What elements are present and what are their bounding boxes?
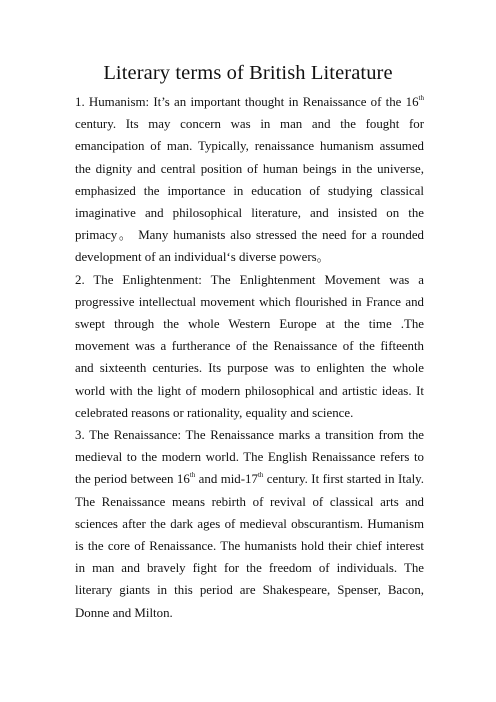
paragraph-text: century. It first started in Italy. The Renaissance means rebirth of revival of classical arts and sciences after the dark ages of medieval obscurantism. Humanism is the core of Renaissance. The humanists hold their chief interest in man and bravely fight for the freedom of individuals. The literary giants in this period are Shakespeare, Spenser, Bacon, Donne and Milton. — [75, 472, 424, 620]
paragraph-text: The Enlightenment Movement was a progressive intellectual movement which flourished in France and swept through the whole Western Europe at the time .The movement was a furtherance of the Renaissance of the fifteenth and sixteenth centuries. Its purpose was to enlighten the whole world with the light of modern philosophical and artistic ideas. It celebrated reasons or rationality, equality and science. — [75, 272, 424, 420]
paragraph-text: It’s an important thought in Renaissance of the 16 — [149, 95, 419, 109]
paragraph-humanism — [75, 91, 424, 269]
paragraph-text: and mid-17 — [195, 472, 258, 487]
paragraph-text: The Renaissance marks a transition from the medieval to the modern world. The English Renaissance refers to the period between 16 — [75, 428, 424, 487]
superscript: th — [418, 93, 424, 102]
document-body — [75, 91, 424, 624]
superscript: th — [257, 471, 264, 480]
paragraph-text: century. Its may concern was in man and the fought for emancipation of man. Typically, renaissance humanism assumed the dignity and central position of human beings in the universe, emphasized the importance in education of studying classical imaginative and philosophical literature, and insisted on the primacy。 Many humanists also stressed the need for a rounded development of an individual‘s diverse powers。 — [75, 117, 424, 265]
term-label: 1. Humanism: — [75, 95, 150, 109]
superscript: th — [189, 471, 196, 480]
term-label: 3. The Renaissance: — [75, 428, 182, 443]
term-label: 2. The Enlightenment: — [75, 272, 202, 287]
paragraph-renaissance — [75, 424, 424, 624]
paragraph-enlightenment — [75, 269, 424, 424]
page-title: Literary terms of British Literature — [103, 62, 393, 84]
